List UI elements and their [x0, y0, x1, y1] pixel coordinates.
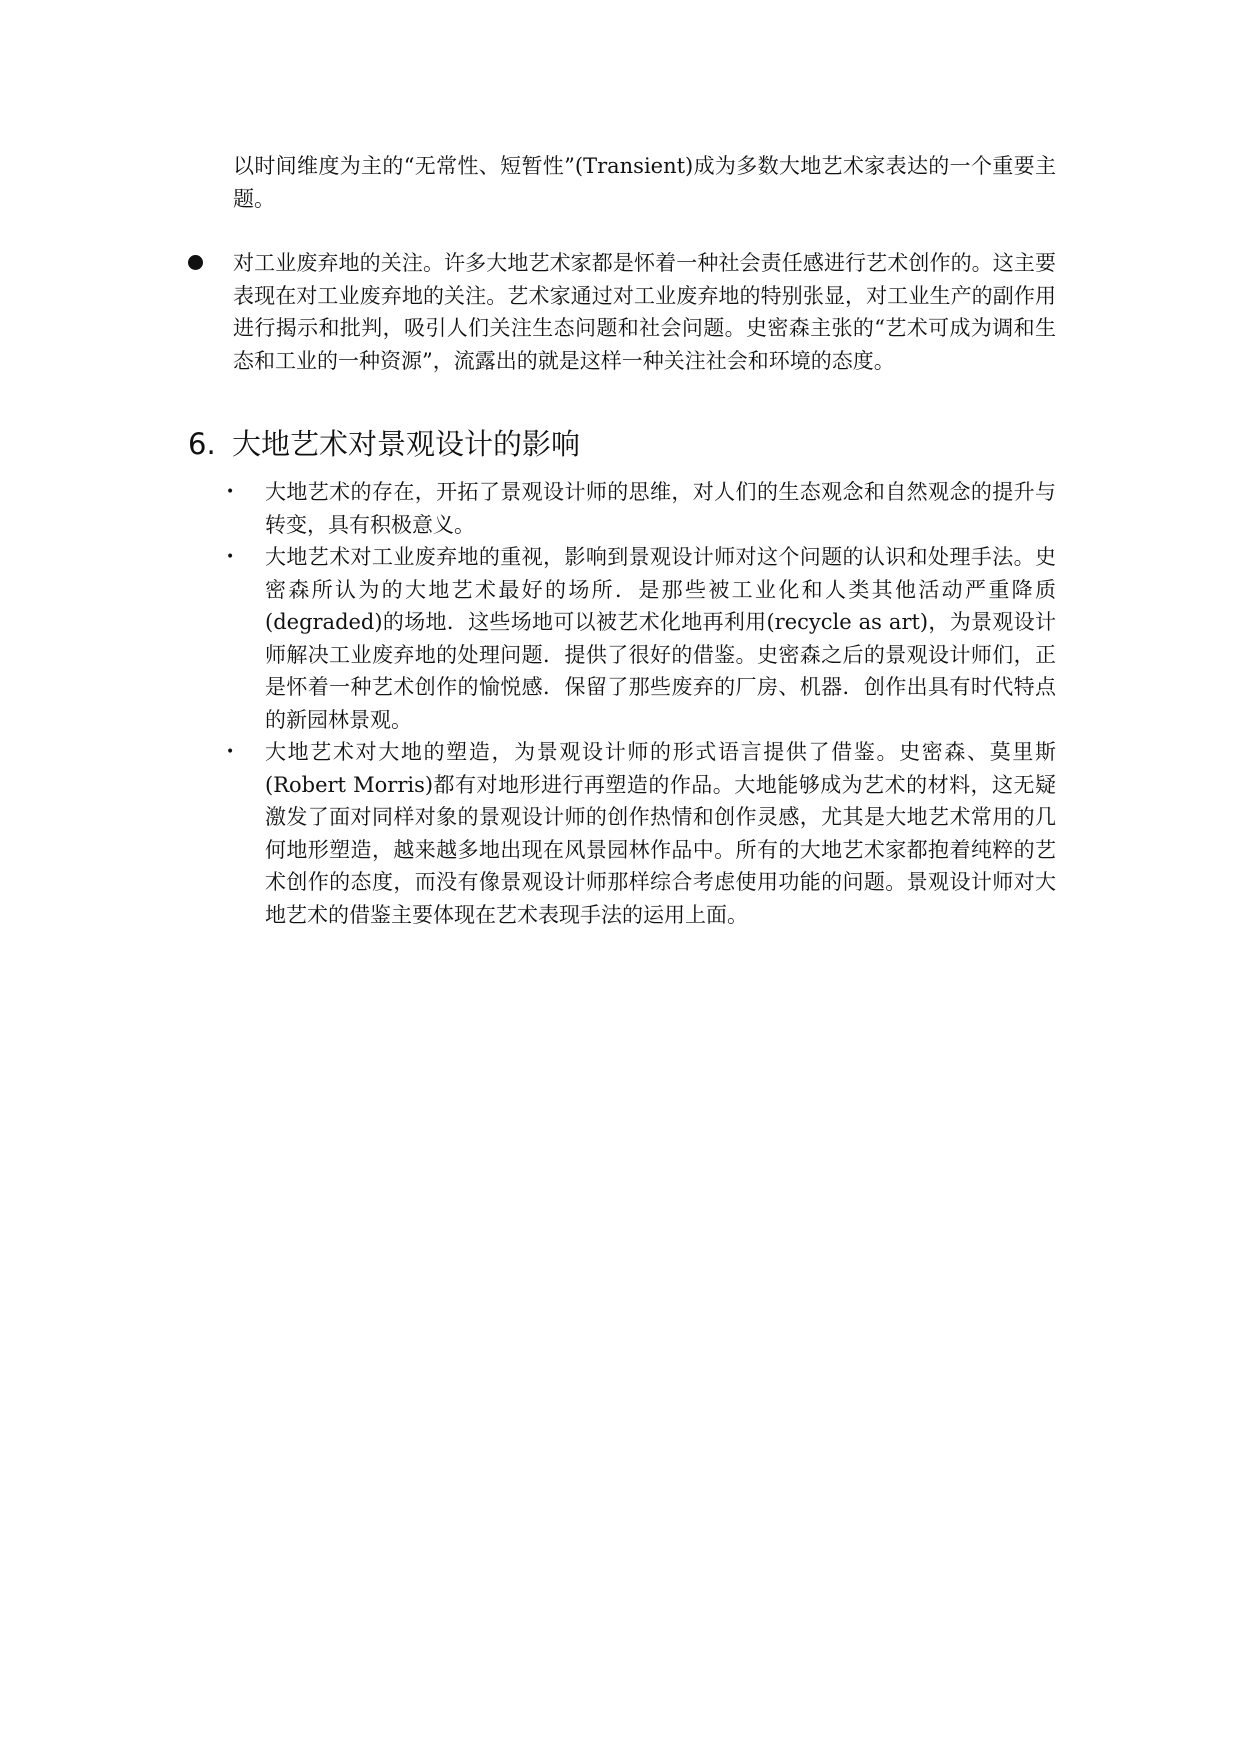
small-bullet-icon: •: [226, 744, 235, 760]
section-title: 大地艺术对景观设计的影响: [232, 427, 581, 461]
bullet-paragraph-1: 大地艺术的存在，开拓了景观设计师的思维，对人们的生态观念和自然观念的提升与转变，具有积极意义。: [265, 480, 1056, 537]
section-heading: [188, 424, 1068, 464]
filled-circle-bullet-icon: [188, 255, 203, 270]
small-bullet-icon: •: [226, 549, 235, 565]
industrial-wasteland-item: 对工业废弃地的关注。许多大地艺术家都是怀着一种社会责任感进行艺术创作的。这主要表现在对工业废弃地的关注。艺术家通过对工业废弃地的特别张显，对工业生产的副作用进行揭示和批判，吸引人们关注生态问题和社会问题。史密森主张的“艺术可成为调和生态和工业的一种资源”，流露出的就是这样一种关注社会和环境的态度。: [233, 251, 1056, 373]
small-bullet-icon: •: [226, 484, 235, 500]
section-number: 6.: [188, 427, 216, 461]
bullet-paragraph-2: 大地艺术对工业废弃地的重视，影响到景观设计师对这个问题的认识和处理手法。史密森所认为的大地艺术最好的场所．是那些被工业化和人类其他活动严重降质(degraded)的场地．这些场地可以被艺术化地再利用(recycle as art)，为景观设计师解决工业废弃地的处理问题．提供了很好的借鉴。史密森之后的景观设计师们，正是怀着一种艺术创作的愉悦感．保留了那些废弃的厂房、机器．创作出具有时代特点的新园林景观。: [265, 545, 1056, 732]
bullet-paragraph-3: 大地艺术对大地的塑造，为景观设计师的形式语言提供了借鉴。史密森、莫里斯(Robert Morris)都有对地形进行再塑造的作品。大地能够成为艺术的材料，这无疑激发了面对同样对象的景观设计师的创作热情和创作灵感，尤其是大地艺术常用的几何地形塑造，越来越多地出现在风景园林作品中。所有的大地艺术家都抱着纯粹的艺术创作的态度，而没有像景观设计师那样综合考虑使用功能的问题。景观设计师对大地艺术的借鉴主要体现在艺术表现手法的运用上面。: [265, 740, 1056, 927]
continuation-paragraph: 以时间维度为主的“无常性、短暂性”(Transient)成为多数大地艺术家表达的一个重要主题。: [233, 154, 1056, 211]
